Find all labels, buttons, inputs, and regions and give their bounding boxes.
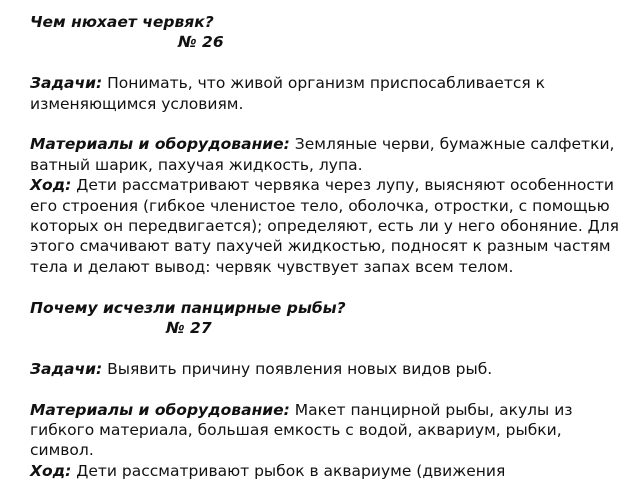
materials-paragraph <box>30 134 630 175</box>
spacer <box>30 114 630 134</box>
course-paragraph <box>30 175 630 277</box>
spacer <box>30 379 630 399</box>
spacer <box>30 277 630 297</box>
spacer <box>30 53 630 73</box>
course-label: Ход: <box>30 461 72 480</box>
materials-label: Материалы и оборудование: <box>30 135 290 154</box>
course-paragraph <box>30 461 630 481</box>
experiment-title: Чем нюхает червяк? <box>30 13 214 31</box>
tasks-label: Задачи: <box>30 359 103 378</box>
tasks-label: Задачи: <box>30 74 103 93</box>
materials-paragraph <box>30 400 630 461</box>
course-text: Дети рассматривают рыбок в аквариуме (движения <box>71 461 506 480</box>
spacer <box>30 338 630 358</box>
tasks-paragraph <box>30 359 630 379</box>
experiment-number: № 27 <box>166 319 212 338</box>
materials-text: Макет панцирной рыбы, акулы из гибкого материала, большая емкость с водой, аквариум, рыбки, символ. <box>30 400 573 460</box>
document-page <box>30 12 630 481</box>
tasks-text: Понимать, что живой организм приспосабливается к изменяющимся условиям. <box>30 74 546 113</box>
course-text: Дети рассматривают червяка через лупу, выясняют особенности его строения (гибкое членистое тело, оболочка, отростки, с помощью которых он передвигается); определяют, есть ли у него обоняние. Для этого смачивают вату пахучей жидкостью, подносят к разным частям тела и делают вывод: червяк чувствует запах всем телом. <box>30 176 620 276</box>
experiment-title: Почему исчезли панцирные рыбы? <box>30 298 346 317</box>
tasks-paragraph <box>30 73 630 114</box>
materials-text: Земляные черви, бумажные салфетки, ватный шарик, пахучая жидкость, лупа. <box>30 135 615 174</box>
tasks-text: Выявить причину появления новых видов рыб. <box>102 359 493 378</box>
course-label: Ход: <box>30 176 72 195</box>
experiment-number: № 26 <box>178 33 224 52</box>
materials-label: Материалы и оборудование: <box>30 400 290 419</box>
